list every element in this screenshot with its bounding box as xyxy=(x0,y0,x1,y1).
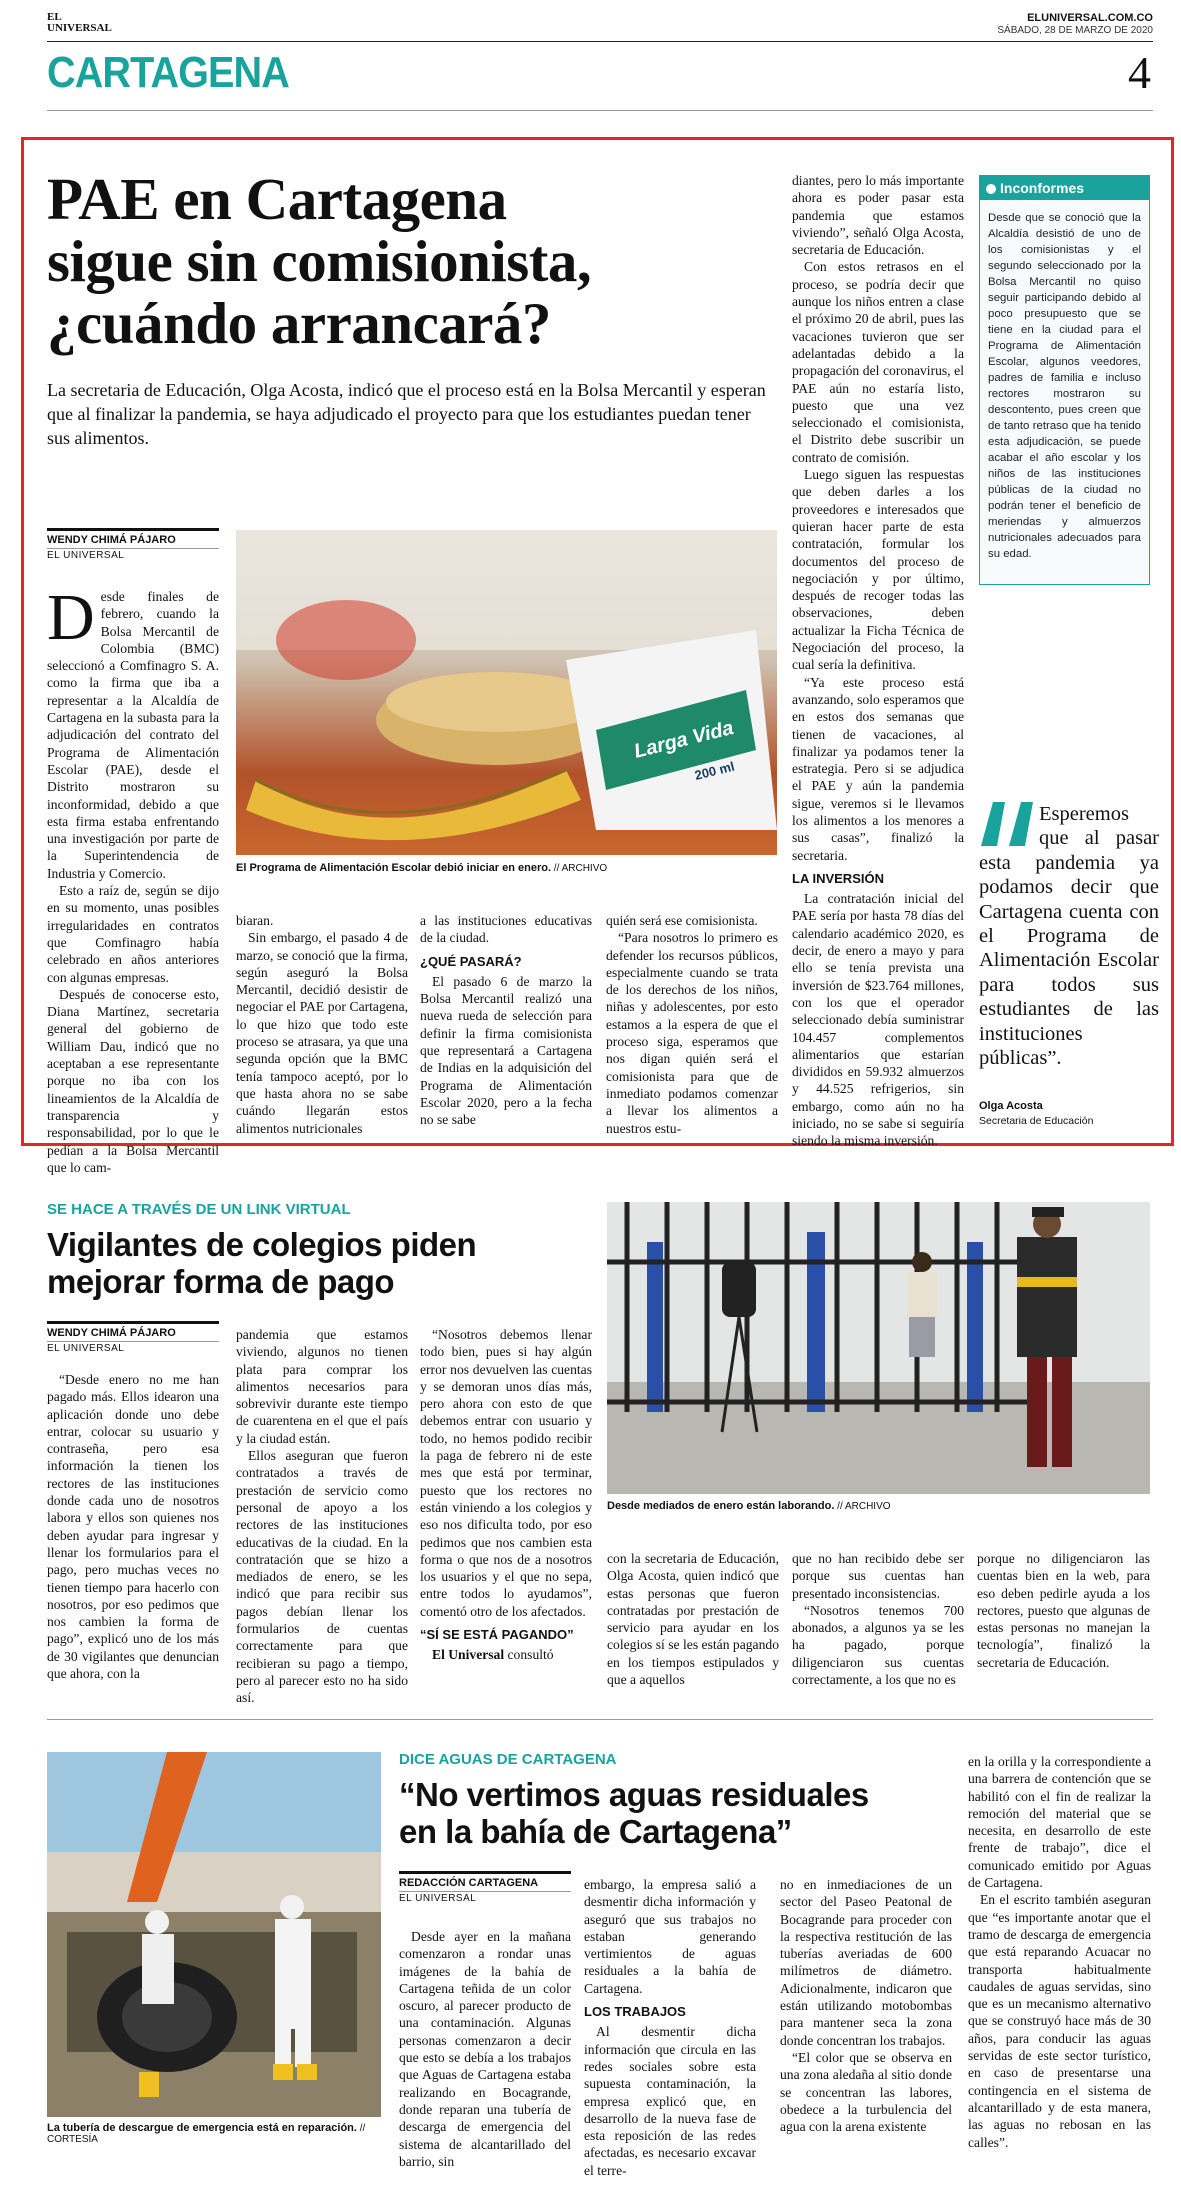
paragraph: La contratación inicial del PAE sería por hasta 78 días del calendario académico 2020, es decir, de enero a mayo y para ello se tenía prevista una inversión de $23.764 millones, con los que el operador seleccionado debía suministrar 104.457 complementos alimentarios que estarían divididos en 59.932 almuerzos y 44.525 refrigerios, sin embargo, como aún no ha iniciado, no se sabe si seguiría siendo la misma inversión. xyxy=(792,891,964,1149)
masthead-rule xyxy=(47,41,1153,42)
pipe-repair-illustration xyxy=(47,1752,381,2117)
story1-photo xyxy=(236,530,777,855)
subhead: ¿QUÉ PASARÁ? xyxy=(420,953,522,969)
story2-col4 xyxy=(607,1550,779,1688)
paragraph: Con estos retrasos en el proceso, se podría decir que aunque los niños entren a clase el próximo 20 de abril, pues las vacaciones tuvieron que ser adelantadas debido a la propagación del coronavirus, el PAE aún no estaría listo, puesto que una vez seleccionado el comisionista, el Distrito debe suscribir un contrato de comisión. xyxy=(792,259,964,465)
caption-text: La tubería de descargue de emergencia está en reparación. xyxy=(47,2122,357,2134)
caption-credit: // ARCHIVO xyxy=(834,1501,891,1512)
pull-quote xyxy=(979,802,1159,1070)
paragraph: “Para nosotros lo primero es defender los recursos públicos, especialmente cuando se trata de los derechos de los niños, niñas y adolescentes, por esto estamos a la espera de que el proceso siga, esperamos que nos digan quién será el comisionista para que de inmediato podamos comenzar a llevar los alimentos a nuestros estu- xyxy=(606,930,778,1136)
story2-photo xyxy=(607,1202,1150,1494)
paragraph: embargo, la empresa salió a desmentir dicha información y aseguró que sus trabajos no estaban generando vertimientos de aguas residuales a la bahía de Cartagena. xyxy=(584,1877,756,1996)
headline-line: Vigilantes de colegios piden xyxy=(47,1226,477,1263)
paragraph: biaran. xyxy=(236,913,274,928)
paragraph: diantes, pero lo más importante ahora es poder pasar esta pandemia que estamos viviendo”, señaló Olga Acosta, secretaria de Educación. xyxy=(792,173,964,258)
paragraph: con la secretaria de Educación, Olga Acosta, quien indicó que estas personas que fueron contratadas por prestación de servicio para ayudar en los colegios sí se les están pagando en los tiempos estipulados y que a aquellos xyxy=(607,1551,779,1688)
paragraph: Esto a raíz de, según se dijo en su momento, unas posibles irregularidades en contratos que Comfinagro había celebrado en años anteriores con algunas empresas. xyxy=(47,883,219,985)
subhead: LA INVERSIÓN xyxy=(792,870,884,886)
headline-line: mejorar forma de pago xyxy=(47,1263,395,1300)
story2-col2 xyxy=(236,1326,408,1707)
site-url: ELUNIVERSAL.COM.CO xyxy=(1027,12,1153,24)
byline-org: EL UNIVERSAL xyxy=(47,548,219,561)
paragraph: Al desmentir dicha información que circula en las redes sociales sobre esta supuesta contaminación, la empresa explicó que, en desarrollo de la nueva fase de esta reposición de las redes afectadas, es necesario excavar el terre- xyxy=(584,2024,756,2178)
story1-col3 xyxy=(420,912,592,1129)
lead-in: El Universal xyxy=(432,1647,505,1663)
story1-byline xyxy=(47,528,219,561)
paragraph: a las instituciones educativas de la ciudad. xyxy=(420,913,592,946)
paragraph xyxy=(47,581,219,882)
story3-headline xyxy=(399,1776,869,1850)
story1-col2 xyxy=(236,912,408,1137)
quote-author: Olga Acosta xyxy=(979,1100,1043,1112)
logo-top: EL xyxy=(47,11,62,23)
paragraph: Luego siguen las respuestas que deben darles a los proveedores e interesados que quieran hacer parte de esta contratación, formular los documentos del proceso de negociación y por último, después de recoger todas las observaciones, deben actualizar la Ficha Técnica de Negociación del proceso, la cual sería la definitiva. xyxy=(792,467,964,673)
story2-kicker: SE HACE A TRAVÉS DE UN LINK VIRTUAL xyxy=(47,1201,351,1218)
story2-col3 xyxy=(420,1326,592,1664)
story2-col5 xyxy=(792,1550,964,1688)
headline-line: sigue sin comisionista, xyxy=(47,228,592,294)
paragraph-text: esde finales de febrero, cuando la Bolsa Mercantil de Colombia (BMC) seleccionó a Comfinagro S. A. como la firma que iba a representar a la Alcaldía de Cartagena en la subasta para la adjudicación del contrato del Programa de Alimentación Escolar (PAE), desde el Distrito mostraron su inconformidad, debido a que esta firma estaba enfrentando una investigación por parte de la Superintendencia de Industria y Comercio. xyxy=(47,589,219,881)
bullet-icon xyxy=(986,184,996,194)
paragraph: Después de conocerse esto, Diana Martínez, secretaria general del gobierno de William Dau, indicó que no aceptaban a ese representante porque no iba con los lineamientos de la Alcaldía de transparencia y responsabilidad, por lo que le pedían a la Bolsa Mercantil que lo cam- xyxy=(47,986,219,1175)
section-title: CARTAGENA xyxy=(47,48,289,97)
quote-text: Esperemos que al pasar esta pandemia ya podamos decir que Cartagena cuenta con el Programa de Alimentación Escolar para todos sus estudiantes de las instituciones públicas”. xyxy=(979,803,1159,1070)
paragraph: Ellos aseguran que fueron contratados a través de prestación de servicio como personal de apoyo a los rectores de las instituciones educativas de la ciudad. En la contratación que se hizo a mediados de enero, se les indicó que para recibir sus pagos debían llenar los formularios de cuentas correctamente para que recibieran su pago a tiempo, pero al parecer esto no ha sido así. xyxy=(236,1448,408,1706)
quote-spacer xyxy=(979,802,1039,850)
paragraph: quién será ese comisionista. xyxy=(606,913,758,928)
headline-line: ¿cuándo arrancará? xyxy=(47,290,551,356)
sidebar-title: Inconformes xyxy=(1000,180,1085,196)
headline-line: “No vertimos aguas residuales xyxy=(399,1776,869,1813)
paragraph: En el escrito también aseguran que “es importante anotar que el tramo de descarga de emergencia que está reparando Acuacar no transporta habitualmente caudales de aguas servidas, sino que es un mecanismo alternativo que se construyó hace más de 30 años, para conducir las aguas servidas de este sector turístico, en caso de presentarse una contingencia en el sistema de alcantarillado y de esta manera, las aguas no rebosan en las calles”. xyxy=(968,1892,1151,2150)
subhead: LOS TRABAJOS xyxy=(584,2004,686,2020)
sidebar-box xyxy=(979,175,1150,585)
paragraph: Desde ayer en la mañana comenzaron a rondar unas imágenes de la bahía de Cartagena teñida de un color oscuro, al parecer producto de una contaminación. Algunas personas comenzaron a decir que esto se debía a los trabajos que Aguas de Cartagena estaba realizando en Bocagrande, donde reparan una tubería de descarga de emergencia del sistema de alcantarillado del barrio, sin xyxy=(399,1929,571,2169)
story1-headline xyxy=(47,168,591,354)
section-rule xyxy=(47,110,1153,111)
paragraph-text: consultó xyxy=(504,1647,554,1663)
paragraph xyxy=(420,1646,592,1663)
paragraph: “Nosotros tenemos 700 abonados, a algunos ya se les ha pagado, porque diligenciaron sus cuentas correctamente, a los que no es xyxy=(792,1602,964,1688)
paragraph: que no han recibido debe ser porque sus cuentas han presentado inconsistencias. xyxy=(792,1551,964,1601)
byline-name: WENDY CHIMÁ PÁJARO xyxy=(47,534,176,546)
paragraph: “Ya este proceso está avanzando, solo esperamos que en estos dos semanas que tienen de vacaciones, al finalizar ya podamos tener la estrategia. Pero si se adjudica el PAE y aún la pandemia sigue, veremos si le llevamos los alimentos a los menores a sus casas”, finalizó la secretaria. xyxy=(792,674,964,863)
story1-col5 xyxy=(792,172,964,1150)
carton-volume: 200 ml xyxy=(693,758,737,783)
issue-date: SÁBADO, 28 DE MARZO DE 2020 xyxy=(997,25,1153,36)
story2-headline xyxy=(47,1226,476,1300)
story2-caption xyxy=(607,1500,1150,1512)
caption-credit: // xyxy=(356,2123,366,2134)
subhead: “SÍ SE ESTÁ PAGANDO” xyxy=(420,1627,574,1643)
paragraph: no en inmediaciones de un sector del Paseo Peatonal de Bocagrande para proceder con la respectiva restitución de las tuberías averiadas de 600 milímetros de diámetro. Adicionalmente, indicaron que están utilizando motobombas para mantener seca la zona donde concentran los trabajos. xyxy=(780,1877,952,2048)
caption-text: El Programa de Alimentación Escolar debió iniciar en enero. xyxy=(236,862,552,874)
sidebar-text: Desde que se conoció que la Alcaldía desistió de uno de los comisionistas y el segundo seleccionado por la Bolsa Mercantil no quiso seguir participando debido al poco presupuesto que se tiene en la ciudad para el Programa de Alimentación Escolar, algunos veedores, padres de familia e incluso rectores mostraron su descontento, pues creen que de tanto retraso que ha tenido esta adjudicación, se puede acabar el año escolar y los niños de las instituciones públicas de la ciudad no podrán tener el beneficio de meriendas y almuerzos nutricionales adecuados para su edad. xyxy=(988,212,1141,560)
story1-col4 xyxy=(606,912,778,1137)
story1-caption xyxy=(236,862,777,874)
dropcap: D xyxy=(47,581,95,654)
paragraph: “Nosotros debemos llenar todo bien, pues si hay algún error nos devuelven las cuentas y se demoran unos días más, pero ahora con esto de que debemos entrar con usuario y todo, no hemos podido recibir la paga de febrero ni de este mes que está por terminar, puesto que los rectores no están viniendo a los colegios y eso nos dificulta todo, por eso pedimos que nos cambien esta forma o que nos de a nosotros los usuarios y el que no sepa, entre todos lo ayudamos”, comentó otro de los afectados. xyxy=(420,1327,592,1619)
story3-col4 xyxy=(968,1753,1151,2151)
story3-photo xyxy=(47,1752,381,2117)
food-illustration xyxy=(236,530,777,855)
byline-org: EL UNIVERSAL xyxy=(47,1341,219,1354)
story3-caption xyxy=(47,2122,381,2145)
headline-line: en la bahía de Cartagena” xyxy=(399,1813,792,1850)
caption-credit-line: CORTESÍA xyxy=(47,2134,98,2145)
caption-text: Desde mediados de enero están laborando. xyxy=(607,1500,835,1512)
byline-name: WENDY CHIMÁ PÁJARO xyxy=(47,1327,176,1339)
story1-col1 xyxy=(47,581,219,1176)
quote-role: Secretaria de Educación xyxy=(979,1115,1094,1127)
caption-credit: // ARCHIVO xyxy=(551,863,608,874)
story1-dek: La secretaria de Educación, Olga Acosta, indicó que el proceso está en la Bolsa Mercantil y esperan que al finalizar la pandemia, se haya adjudicado el proyecto para que los estudiantes puedan tener sus alimentos. xyxy=(47,380,766,448)
story2-col6 xyxy=(977,1550,1150,1671)
carton-brand: Larga Vida xyxy=(631,716,736,763)
story3-byline xyxy=(399,1871,571,1904)
school-gate-illustration xyxy=(607,1202,1150,1494)
story3-col3 xyxy=(780,1876,952,2135)
story3-col1 xyxy=(399,1928,571,2170)
masthead-logo[interactable] xyxy=(47,12,112,34)
paragraph: “Desde enero no me han pagado más. Ellos idearon una aplicación donde uno debe entrar, colocar su usuario y contraseña, pero esa información la tienen los rectores de las instituciones donde cada uno de nosotros labora y ellos son quienes nos deben ayudar para ingresar y llenar los formularios para el pago, pero muchas veces no tienen tiempo para hacerlo con nosotros, por eso pedimos que nos cambien la forma de pago”, explicó uno de los más de 30 vigilantes que denuncian que ahora, con la xyxy=(47,1372,219,1682)
story3-kicker: DICE AGUAS DE CARTAGENA xyxy=(399,1751,617,1768)
paragraph: “El color que se observa en una zona aledaña al sitio donde se concentran las labores, obedece a la turbulencia del agua con la arena existente xyxy=(780,2049,952,2135)
paragraph: en la orilla y la correspondiente a una barrera de contención que se habilitó con el fin de realizar la remoción del material que se necesita, en desarrollo de este frente de trabajo”, dice el comunicado emitido por Aguas de Cartagena. xyxy=(968,1754,1151,1891)
story3-col2 xyxy=(584,1876,756,2179)
sidebar-header xyxy=(980,176,1149,200)
story2-col1 xyxy=(47,1371,219,1682)
logo-bottom: UNIVERSAL xyxy=(47,22,112,34)
byline-org: EL UNIVERSAL xyxy=(399,1891,571,1904)
paragraph: pandemia que estamos viviendo, algunos no tienen plata para comprar los alimentos necesarios para sobrevivir durante este tiempo de cuarentena en el que el país y la ciudad están. xyxy=(236,1327,408,1446)
paragraph: porque no diligenciaron las cuentas bien en la web, para eso deben pedirle ayuda a los rectores, puesto que algunas de estas personas no manejan la tecnología”, finalizó la secretaria de Educación. xyxy=(977,1551,1150,1670)
story2-byline xyxy=(47,1321,219,1354)
paragraph: Sin embargo, el pasado 4 de marzo, se conoció que la firma, según aseguró la Bolsa Mercantil, decidió desistir de negociar el PAE por Cartagena, lo que hizo que todo este proceso se atrasara, ya que una segunda opción que la BMC tenía tampoco aceptó, por lo que hasta ahora no se sabe cuándo llegarán estos alimentos nutricionales xyxy=(236,930,408,1136)
story-divider xyxy=(47,1719,1153,1720)
byline-name: REDACCIÓN CARTAGENA xyxy=(399,1877,539,1889)
headline-line: PAE en Cartagena xyxy=(47,166,507,232)
paragraph: El pasado 6 de marzo la Bolsa Mercantil realizó una nueva rueda de selección para definir la firma comisionista que representará a Cartagena de Indias en la adquisición del Programa de Alimentación Escolar 2020, pero a la fecha no se sabe xyxy=(420,973,592,1128)
page-number: 4 xyxy=(1128,47,1151,98)
